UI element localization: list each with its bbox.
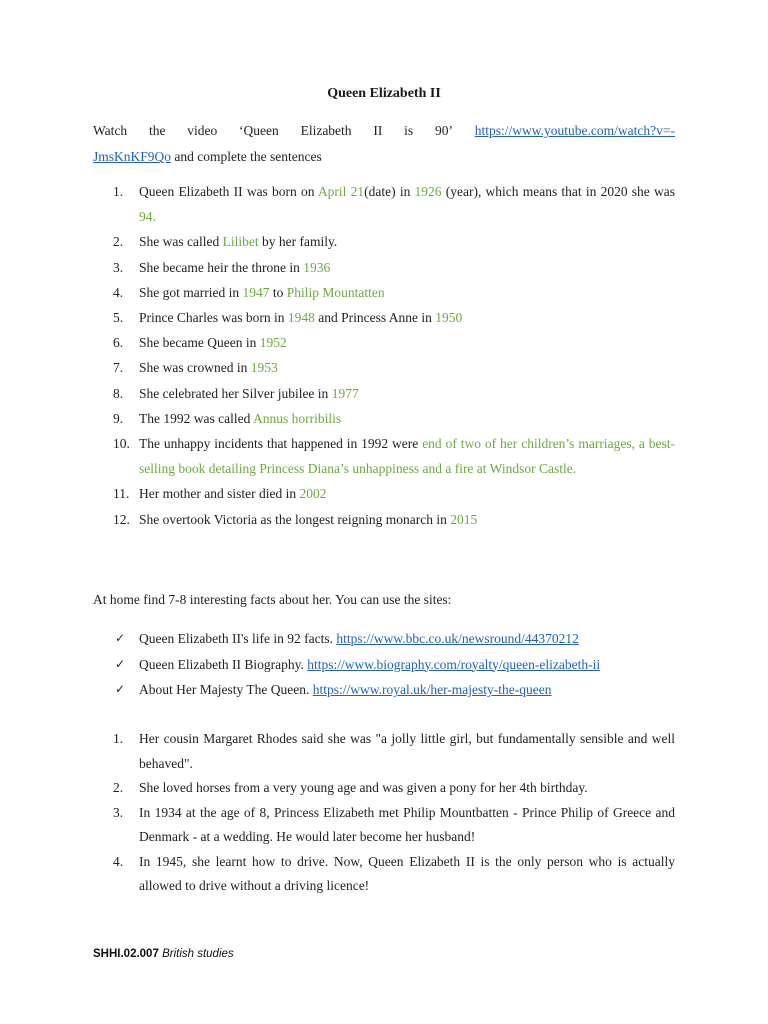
site-item: [93, 626, 693, 652]
answer-text: end of two of her children’s marriages, a best-selling book detailing Princess Diana’s unhappiness and a fire at Windsor Castle.: [139, 436, 675, 477]
question-text: to: [269, 284, 287, 300]
intro-second-line: [93, 144, 675, 170]
facts-list: [93, 727, 675, 899]
page-title: Queen Elizabeth II: [327, 86, 441, 101]
question-list: [93, 179, 675, 532]
question-text: (year), which means that in 2020 she was: [441, 184, 675, 199]
question-item: [93, 280, 675, 305]
intro-word: Watch: [93, 123, 128, 138]
course-code: SHHI.02.007: [93, 948, 159, 960]
question-text: She became heir the throne in: [139, 259, 304, 275]
question-text: Prince Charles was born in: [139, 310, 288, 326]
intro-word: video: [187, 123, 218, 138]
site-description: About Her Majesty The Queen.: [139, 682, 313, 697]
answer-text: April 21: [317, 184, 365, 199]
intro-word: the: [148, 123, 166, 138]
list-number: 4.: [113, 284, 124, 300]
question-text: The 1992 was called: [139, 410, 253, 426]
question-text: (date) in: [364, 184, 415, 199]
youtube-link-part1[interactable]: https://www.youtube.com/watch?v=-: [474, 123, 675, 138]
list-number: 11.: [113, 486, 130, 502]
list-number: 2.: [113, 234, 124, 250]
question-item: [93, 229, 675, 254]
question-item: [93, 481, 675, 506]
list-number: 2.: [113, 780, 124, 795]
answer-text: 2015: [450, 511, 478, 527]
site-item: [93, 677, 693, 703]
list-number: 9.: [113, 410, 124, 426]
intro-first-line: [93, 118, 675, 144]
list-number: 12.: [113, 511, 130, 527]
question-text: Her mother and sister died in: [139, 486, 300, 502]
fact-text: In 1945, she learnt how to drive. Now, Queen Elizabeth II is the only person who is actually allowed to drive without a driving licence!: [139, 853, 675, 893]
question-item: [93, 255, 675, 280]
list-number: 3.: [113, 259, 124, 275]
fact-text: In 1934 at the age of 8, Princess Elizabeth met Philip Mountbatten - Prince Philip of Greece and Denmark - at a wedding. He would later become her husband!: [139, 804, 675, 844]
list-number: 1.: [113, 731, 124, 746]
question-text: by her family.: [258, 234, 338, 250]
intro-word: is: [404, 123, 414, 138]
site-item: [93, 652, 693, 678]
answer-text: Philip Mountatten: [286, 284, 385, 300]
intro-paragraph: [93, 118, 675, 170]
site-link[interactable]: https://www.bbc.co.uk/newsround/44370212: [336, 631, 579, 646]
site-description: Queen Elizabeth II's life in 92 facts.: [139, 631, 337, 646]
list-number: 5.: [113, 310, 124, 326]
question-item: [93, 381, 675, 406]
intro-word: ‘Queen: [239, 123, 279, 138]
list-number: 4.: [113, 853, 124, 869]
answer-text: 1977: [331, 385, 359, 401]
question-text: Queen Elizabeth II was born on: [139, 184, 318, 199]
question-item: [93, 431, 675, 481]
question-text: and Princess Anne in: [314, 310, 436, 326]
answer-text: 2002: [299, 486, 327, 502]
answer-text: 1948: [287, 310, 315, 326]
question-item: [93, 179, 675, 229]
list-number: 7.: [113, 360, 124, 376]
question-text: She was crowned in: [139, 360, 251, 376]
fact-item: [93, 727, 675, 776]
answer-text: 1952: [259, 335, 287, 351]
checkmark-icon: ✓: [115, 682, 126, 696]
question-item: [93, 305, 675, 330]
question-text: She overtook Victoria as the longest reigning monarch in: [139, 511, 451, 527]
course-subject: British studies: [162, 948, 234, 960]
intro-word: Elizabeth: [300, 123, 352, 138]
answer-text: 94.: [139, 209, 156, 225]
youtube-link-part2[interactable]: JmsKnKF9Qo: [93, 149, 172, 164]
question-item: [93, 330, 675, 355]
question-item: [93, 355, 675, 380]
question-item: [93, 406, 675, 431]
question-text: She celebrated her Silver jubilee in: [139, 385, 332, 401]
answer-text: 1947: [242, 284, 270, 300]
question-text: She got married in: [139, 284, 243, 300]
site-link[interactable]: https://www.royal.uk/her-majesty-the-queen: [312, 682, 552, 697]
fact-text: Her cousin Margaret Rhodes said she was "a jolly little girl, but fundamentally sensible and well behaved".: [139, 731, 675, 771]
question-text: The unhappy incidents that happened in 1992 were: [139, 436, 423, 452]
fact-item: [93, 776, 675, 801]
list-number: 3.: [113, 804, 124, 820]
at-home-instruction: At home find 7-8 interesting facts about her. You can use the sites:: [93, 592, 452, 607]
list-number: 6.: [113, 335, 124, 351]
fact-text: She loved horses from a very young age and was given a pony for her 4th birthday.: [139, 780, 588, 795]
intro-word: 90’: [434, 123, 453, 138]
answer-text: Annus horribilis: [252, 410, 342, 426]
checkmark-icon: ✓: [115, 631, 126, 645]
question-item: [93, 507, 675, 532]
site-description: Queen Elizabeth II Biography.: [139, 656, 308, 672]
site-link[interactable]: https://www.biography.com/royalty/queen-elizabeth-ii: [307, 656, 601, 672]
fact-item: [93, 850, 675, 899]
answer-text: 1953: [250, 360, 278, 376]
list-number: 8.: [113, 385, 124, 401]
answer-text: Lilibet: [222, 234, 259, 250]
answer-text: 1926: [414, 184, 442, 199]
fact-item: [93, 801, 675, 850]
checkmark-icon: ✓: [115, 656, 126, 671]
intro-word: II: [373, 123, 383, 138]
question-text: She was called: [139, 234, 223, 250]
question-text: She became Queen in: [139, 335, 260, 351]
source-sites-list: [93, 626, 693, 703]
list-number: 1.: [113, 184, 124, 199]
footer: [93, 948, 234, 960]
list-number: 10.: [113, 436, 130, 452]
answer-text: 1936: [303, 259, 331, 275]
answer-text: 1950: [435, 310, 463, 326]
intro-suffix: and complete the sentences: [171, 149, 322, 164]
